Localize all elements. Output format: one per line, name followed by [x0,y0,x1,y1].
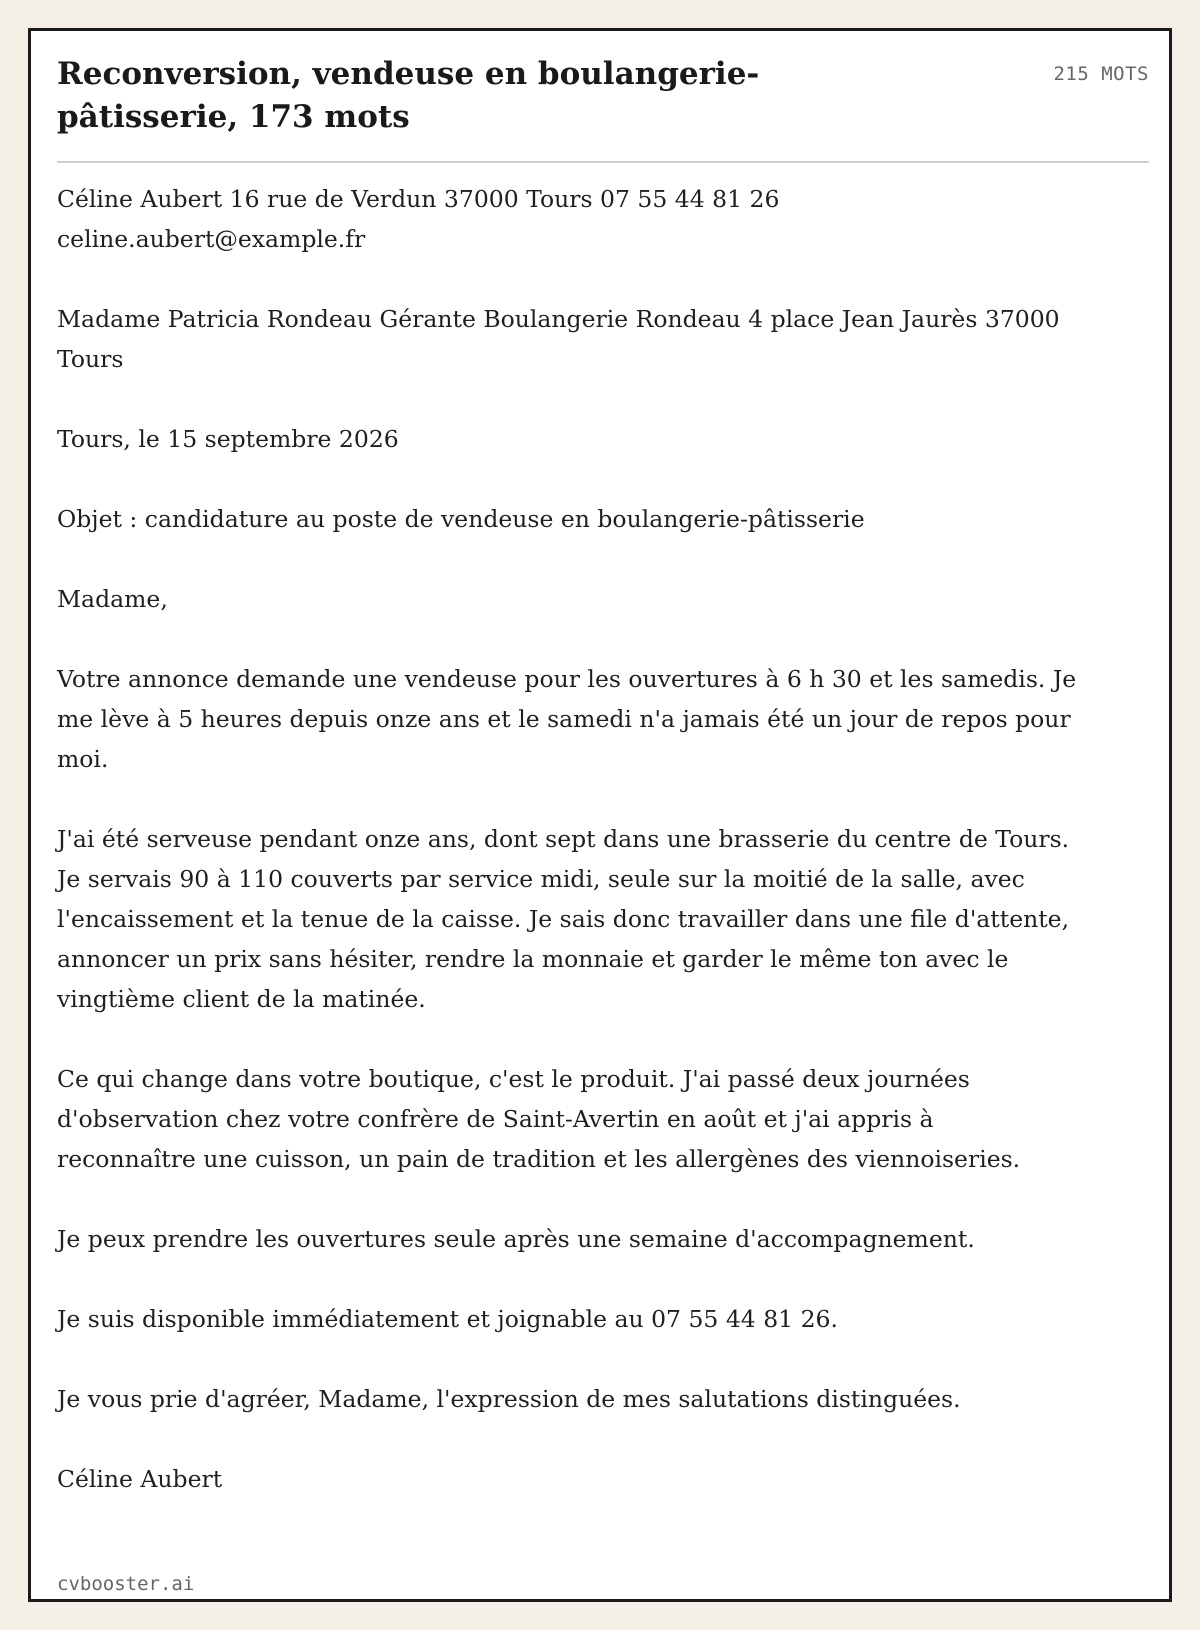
paragraph: Ce qui change dans votre boutique, c'est le produit. J'ai passé deux journées d'observation chez votre confrère de Saint-Avertin en août et j'ai appris à reconnaître une cuisson, un pain de tradition et les allergènes des viennoiseries. [57,1065,1021,1173]
word-count-badge: 215 MOTS [1053,63,1149,85]
letter-card [28,28,1172,1602]
paragraph: J'ai été serveuse pendant onze ans, dont sept dans une brasserie du centre de Tours. Je servais 90 à 110 couverts par service midi, seule sur la moitié de la salle, avec l'encaissement et la tenue de la caisse. Je sais donc travailler dans une file d'attente, annoncer un prix sans hésiter, rendre la monnaie et garder le même ton avec le vingtième client de la matinée. [57,825,1070,1013]
closing-formula: Je vous prie d'agréer, Madame, l'expression de mes salutations distinguées. [57,1385,961,1413]
recipient-block: Madame Patricia Rondeau Gérante Boulangerie Rondeau 4 place Jean Jaurès 37000 Tours [57,305,1060,373]
footer-brand: cvbooster.ai [57,1573,195,1595]
salutation: Madame, [57,585,168,613]
paragraph: Je suis disponible immédiatement et joignable au 07 55 44 81 26. [57,1305,838,1333]
document-header [57,53,1149,163]
paragraph: Votre annonce demande une vendeuse pour les ouvertures à 6 h 30 et les samedis. Je me lève à 5 heures depuis onze ans et le samedi n'a jamais été un jour de repos pour moi. [57,665,1077,773]
date-line: Tours, le 15 septembre 2026 [57,425,399,453]
letter-body [57,179,1077,1499]
subject-line: Objet : candidature au poste de vendeuse en boulangerie-pâtisserie [57,505,865,533]
sender-block: Céline Aubert 16 rue de Verdun 37000 Tours 07 55 44 81 26 celine.aubert@example.fr [57,185,780,253]
document-title: Reconversion, vendeuse en boulangerie-pâtisserie, 173 mots [57,56,760,135]
signature: Céline Aubert [57,1465,223,1493]
paragraph: Je peux prendre les ouvertures seule après une semaine d'accompagnement. [57,1225,975,1253]
